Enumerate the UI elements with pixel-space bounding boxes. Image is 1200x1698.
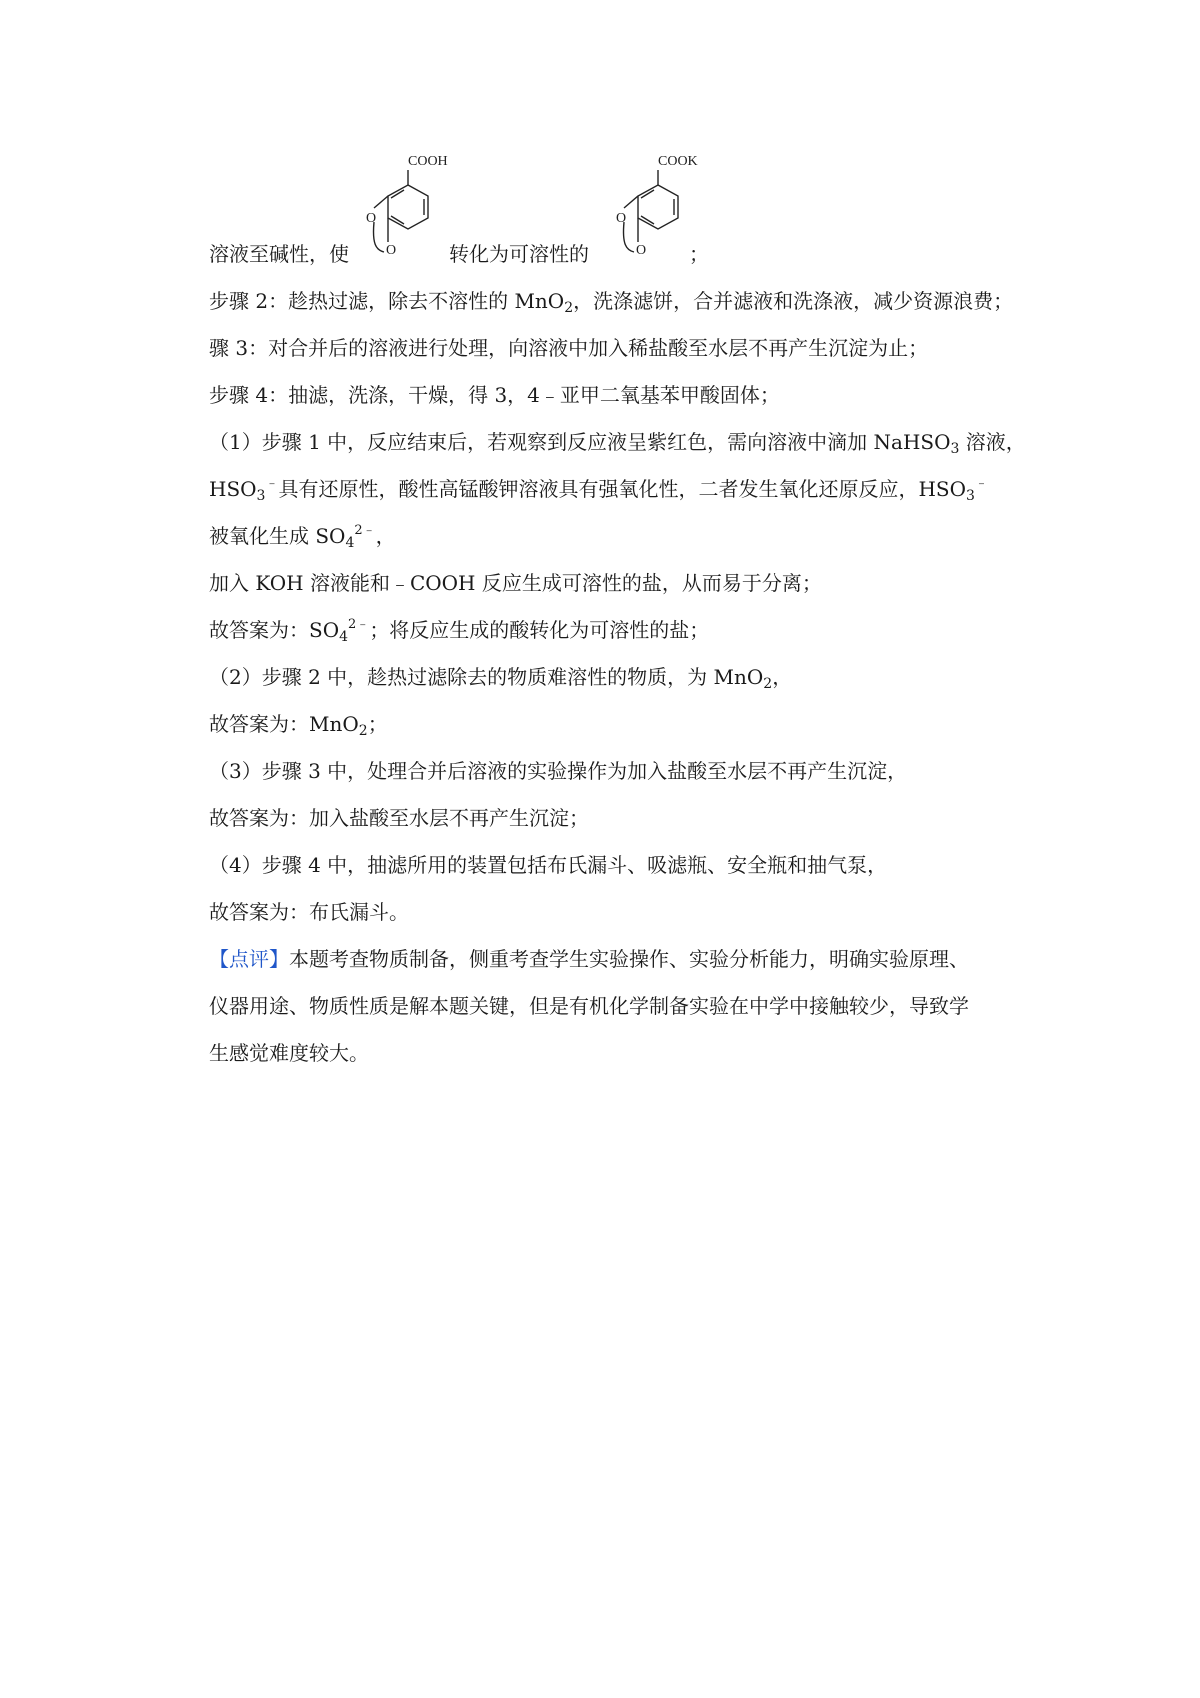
comment-tag: 【点评】 <box>209 947 289 971</box>
text-line-14: （4）步骤 4 中，抽滤所用的装置包括布氏漏斗、吸滤瓶、安全瓶和抽气泵， <box>209 853 888 877</box>
text-line-3: 骤 3：对合并后的溶液进行处理，向溶液中加入稀盐酸至水层不再产生沉淀为止； <box>209 336 929 360</box>
text-line-6: $HSO_3^﹣$具有还原性，酸性高锰酸钾溶液具有强氧化性，二者发生氧化还原反应，$HSO_3^﹣$ <box>209 476 988 504</box>
comment-line-2: 仪器用途、物质性质是解本题关键，但是有机化学制备实验在中学中接触较少，导致学 <box>209 994 969 1018</box>
text-line-5: （1）步骤 1 中，反应结束后，若观察到反应液呈紫红色，需向溶液中滴加 NaHSO$_3$ 溶液， <box>209 430 1026 457</box>
svg-text:O: O <box>386 243 397 258</box>
text-line-11: 故答案为：MnO$_2$； <box>209 712 388 739</box>
text-line-10: （2）步骤 2 中，趁热过滤除去的物质难溶性的物质，为 MnO$_2$， <box>209 665 793 692</box>
text-line-1: 溶液至碱性，使 转化为可溶性的 ； <box>209 242 709 266</box>
text-line-9: 故答案为：$SO_4^{2﹣}$；将反应生成的酸转化为可溶性的盐； <box>209 617 710 645</box>
text-line-7: 被氧化生成 $SO_4^{2﹣}$， <box>209 523 396 551</box>
text-line-13: 故答案为：加入盐酸至水层不再产生沉淀； <box>209 806 589 830</box>
text-line-15: 故答案为：布氏漏斗。 <box>209 900 409 924</box>
text-line-2: 步骤 2：趁热过滤，除去不溶性的 MnO$_2$，洗涤滤饼，合并滤液和洗涤液，减少资源浪费； <box>209 289 1014 316</box>
text-line-8: 加入 KOH 溶液能和﹣COOH 反应生成可溶性的盐，从而易于分离； <box>209 571 822 595</box>
svg-text:O: O <box>366 211 377 226</box>
text-line-12: （3）步骤 3 中，处理合并后溶液的实验操作为加入盐酸至水层不再产生沉淀， <box>209 759 908 783</box>
svg-text:O: O <box>616 211 627 226</box>
text-line-4: 步骤 4：抽滤，洗涤，干燥，得 3，4﹣亚甲二氧基苯甲酸固体； <box>209 383 780 407</box>
comment-line-1: 【点评】本题考查物质制备，侧重考查学生实验操作、实验分析能力，明确实验原理、 <box>209 947 969 971</box>
molecule-acid-label: COOH <box>408 154 448 169</box>
svg-text:O: O <box>636 243 647 258</box>
molecule-salt-label: COOK <box>658 154 698 169</box>
comment-line-3: 生感觉难度较大。 <box>209 1041 369 1065</box>
